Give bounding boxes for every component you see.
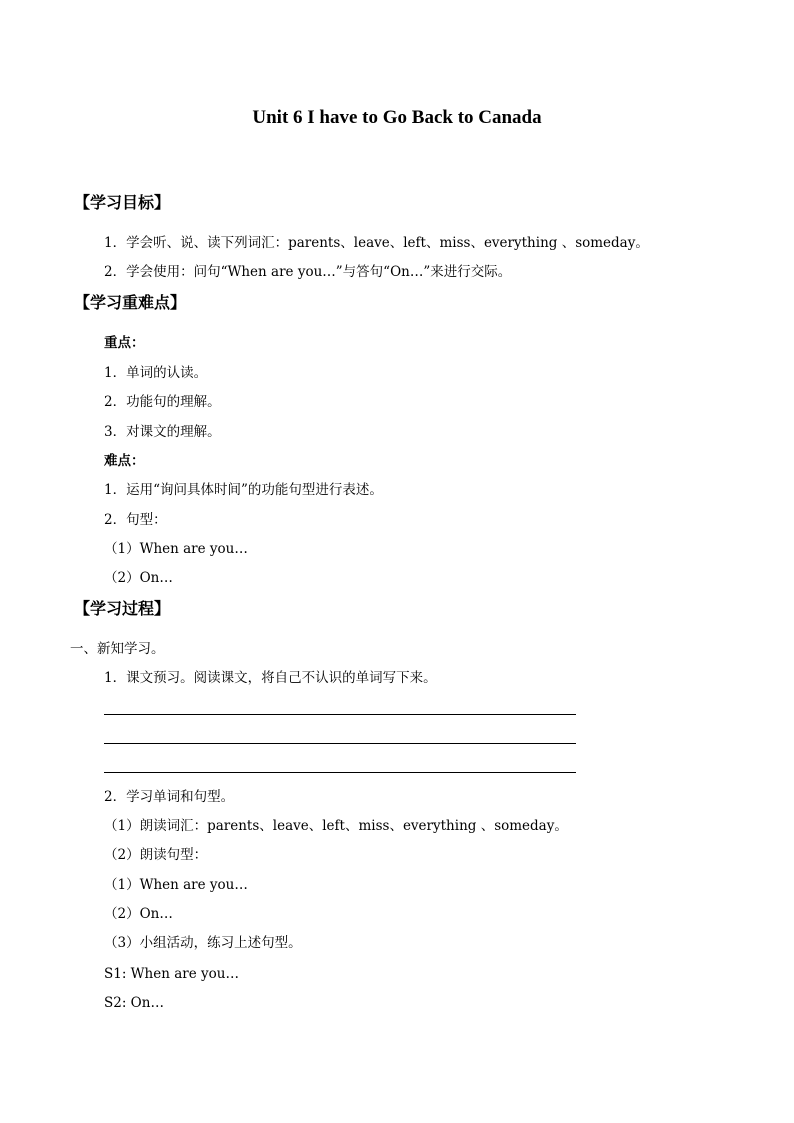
step-item: 2．学习单词和句型。 (104, 789, 235, 805)
step-sub-item: （3）小组活动，练习上述句型。 (104, 935, 302, 951)
writing-line (104, 743, 576, 744)
goal-item: 1．学会听、说、读下列词汇：parents、leave、left、miss、everything 、someday。 (104, 235, 649, 251)
difficulty-item: 1．运用“询问具体时间”的功能句型进行表述。 (104, 482, 383, 498)
difficulty-item: （2）On… (104, 570, 173, 586)
key-item: 3．对课文的理解。 (104, 424, 221, 440)
difficulty-item: 2．句型： (104, 512, 167, 528)
difficulty-item: （1）When are you… (104, 541, 248, 557)
key-item: 2．功能句的理解。 (104, 394, 221, 410)
step-item: 1．课文预习。阅读课文，将自己不认识的单词写下来。 (104, 670, 437, 686)
section-heading-goals: 【学习目标】 (74, 193, 171, 212)
dialog-line: S1: When are you… (104, 966, 239, 982)
section-heading-key-points: 【学习重难点】 (74, 293, 187, 312)
document-title: Unit 6 I have to Go Back to Canada (252, 107, 542, 128)
writing-line (104, 772, 576, 773)
step-sub-item: （1）朗读词汇：parents、leave、left、miss、everything 、someday。 (104, 818, 568, 834)
writing-line (104, 714, 576, 715)
goal-item: 2．学会使用：问句“When are you…”与答句“On…”来进行交际。 (104, 264, 512, 280)
step-sub-item: （2）朗读句型： (104, 847, 208, 863)
difficulty-label: 难点： (104, 453, 145, 469)
key-item: 1．单词的认读。 (104, 365, 208, 381)
dialog-line: S2: On… (104, 995, 164, 1011)
step-sub-item: （2）On… (104, 906, 173, 922)
section-heading-process: 【学习过程】 (74, 599, 171, 618)
key-label: 重点： (104, 335, 145, 351)
part-heading: 一、新知学习。 (70, 641, 165, 657)
step-sub-item: （1）When are you… (104, 877, 248, 893)
